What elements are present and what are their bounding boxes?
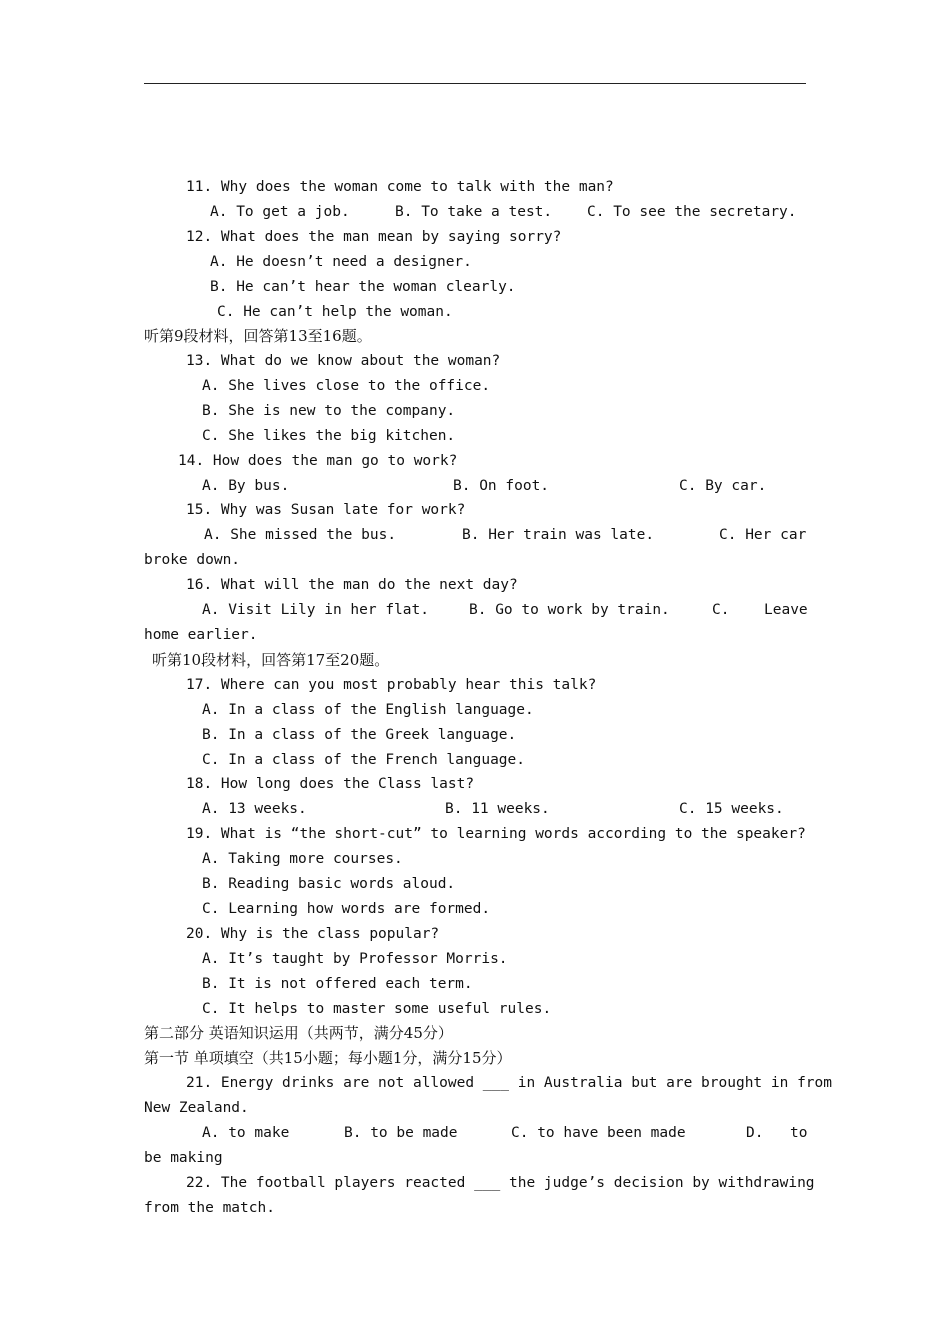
option-21c: C. to have been made — [511, 1125, 686, 1141]
question-15: 15. Why was Susan late for work? — [186, 502, 466, 518]
option-20b: B. It is not offered each term. — [202, 976, 473, 992]
question-14: 14. How does the man go to work? — [178, 453, 458, 469]
question-13: 13. What do we know about the woman? — [186, 353, 501, 369]
option-12c: C. He can’t help the woman. — [217, 304, 453, 320]
option-13c: C. She likes the big kitchen. — [202, 428, 456, 444]
part-two-heading: 第二部分 英语知识运用（共两节，满分45分） — [144, 1024, 453, 1042]
option-14b: B. On foot. — [453, 478, 550, 494]
question-12: 12. What does the man mean by saying sorry? — [186, 229, 562, 245]
option-15b: B. Her train was late. — [462, 527, 655, 543]
option-11c: C. To see the secretary. — [587, 204, 797, 220]
option-14c: C. By car. — [679, 478, 767, 494]
option-20a: A. It’s taught by Professor Morris. — [202, 951, 508, 967]
option-16b: B. Go to work by train. — [469, 602, 670, 618]
question-19: 19. What is “the short-cut” to learning words according to the speaker? — [186, 826, 806, 842]
option-11b: B. To take a test. — [395, 204, 553, 220]
question-17: 17. Where can you most probably hear this talk? — [186, 677, 597, 693]
option-18a: A. 13 weeks. — [202, 801, 307, 817]
option-16a: A. Visit Lily in her flat. — [202, 602, 429, 618]
question-11: 11. Why does the woman come to talk with the man? — [186, 179, 614, 195]
option-17b: B. In a class of the Greek language. — [202, 727, 517, 743]
question-20: 20. Why is the class popular? — [186, 926, 440, 942]
option-15c: C. Her car — [719, 527, 807, 543]
option-17a: A. In a class of the English language. — [202, 702, 534, 718]
option-21a: A. to make — [202, 1125, 290, 1141]
question-21-continued: New Zealand. — [144, 1100, 249, 1116]
option-21d-text: to — [790, 1125, 808, 1141]
question-21: 21. Energy drinks are not allowed ___ in Australia but are brought in from — [186, 1075, 833, 1091]
option-18b: B. 11 weeks. — [445, 801, 550, 817]
question-22-continued: from the match. — [144, 1200, 275, 1216]
option-21d-letter: D. — [746, 1125, 764, 1141]
option-21b: B. to be made — [344, 1125, 458, 1141]
question-18: 18. How long does the Class last? — [186, 776, 475, 792]
option-16c-text: Leave — [764, 602, 808, 618]
option-20c: C. It helps to master some useful rules. — [202, 1001, 552, 1017]
section-one-heading: 第一节 单项填空（共15小题；每小题1分，满分15分） — [144, 1049, 512, 1067]
option-18c: C. 15 weeks. — [679, 801, 784, 817]
option-19a: A. Taking more courses. — [202, 851, 403, 867]
option-15a: A. She missed the bus. — [204, 527, 397, 543]
option-16c-letter: C. — [712, 602, 730, 618]
option-16c-continued: home earlier. — [144, 627, 258, 643]
section-heading-9: 听第9段材料，回答第13至16题。 — [144, 327, 372, 345]
option-11a: A. To get a job. — [210, 204, 350, 220]
question-22: 22. The football players reacted ___ the judge’s decision by withdrawing — [186, 1175, 815, 1191]
section-heading-10: 听第10段材料，回答第17至20题。 — [152, 651, 390, 669]
option-14a: A. By bus. — [202, 478, 290, 494]
option-19c: C. Learning how words are formed. — [202, 901, 491, 917]
question-16: 16. What will the man do the next day? — [186, 577, 518, 593]
option-12a: A. He doesn’t need a designer. — [210, 254, 472, 270]
option-12b: B. He can’t hear the woman clearly. — [210, 279, 516, 295]
header-rule — [144, 83, 806, 84]
option-13a: A. She lives close to the office. — [202, 378, 491, 394]
option-21d-continued: be making — [144, 1150, 223, 1166]
option-13b: B. She is new to the company. — [202, 403, 456, 419]
option-17c: C. In a class of the French language. — [202, 752, 526, 768]
option-19b: B. Reading basic words aloud. — [202, 876, 456, 892]
option-15c-continued: broke down. — [144, 552, 241, 568]
